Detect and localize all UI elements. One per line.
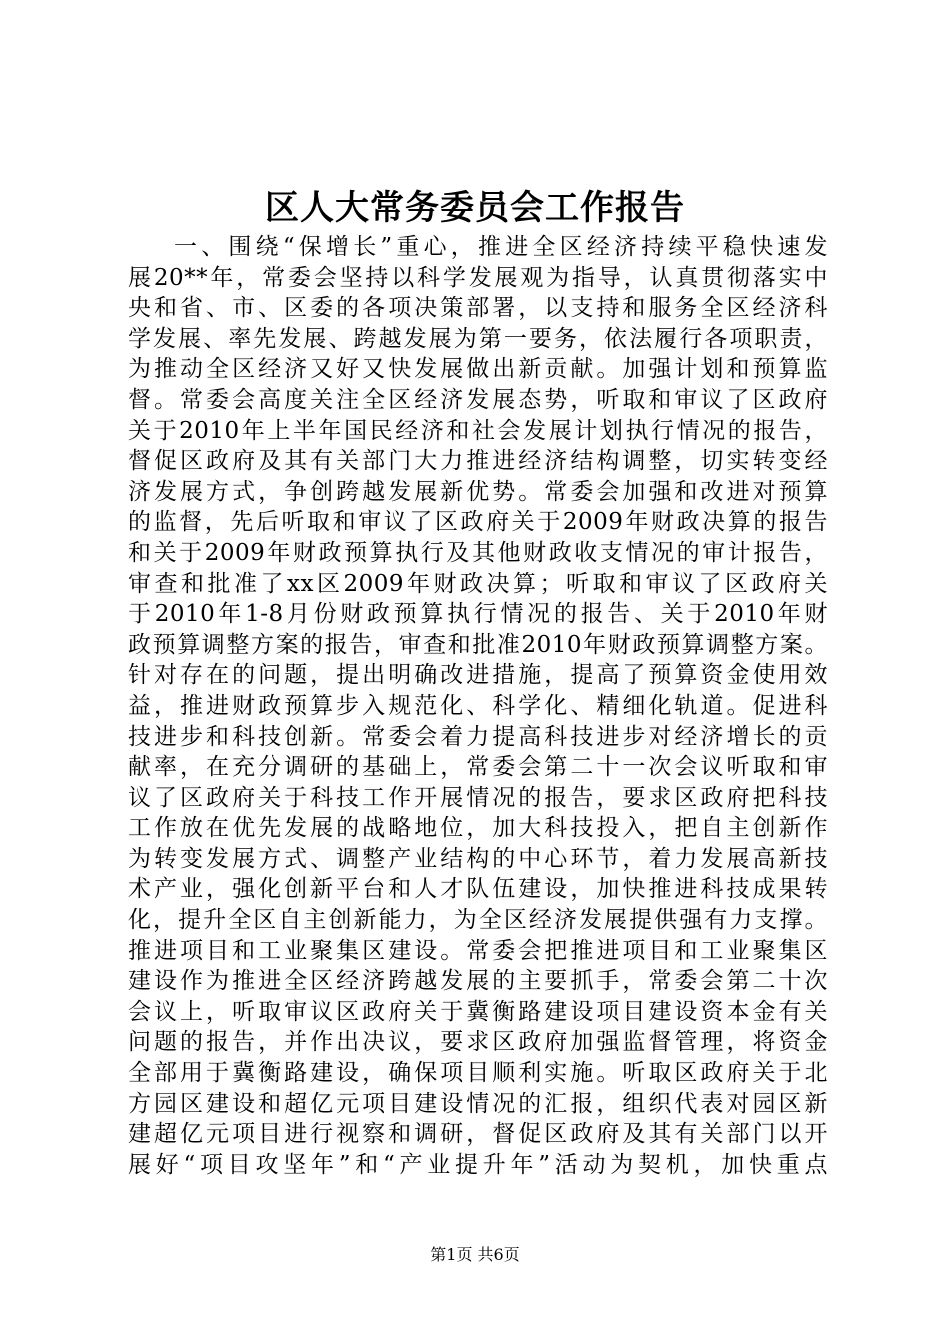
body-line: 济发展方式，争创跨越发展新优势。常委会加强和改进对预算 xyxy=(128,478,828,505)
body-line: 于2010年1-8月份财政预算执行情况的报告、关于2010年财 xyxy=(128,601,828,628)
body-line: 针对存在的问题，提出明确改进措施，提高了预算资金使用效 xyxy=(128,662,828,689)
document-title: 区人大常务委员会工作报告 xyxy=(265,188,685,228)
body-line: 为转变发展方式、调整产业结构的中心环节，着力发展高新技 xyxy=(128,845,828,872)
body-line: 议了区政府关于科技工作开展情况的报告，要求区政府把科技 xyxy=(128,784,828,811)
body-line: 的监督，先后听取和审议了区政府关于2009年财政决算的报告 xyxy=(128,509,828,536)
body-line: 关于2010年上半年国民经济和社会发展计划执行情况的报告， xyxy=(128,417,828,444)
document-body xyxy=(128,232,828,1180)
body-line: 全部用于冀衡路建设，确保项目顺利实施。听取区政府关于北 xyxy=(128,1060,828,1087)
body-line: 建设作为推进全区经济跨越发展的主要抓手，常委会第二十次 xyxy=(128,968,828,995)
body-line: 督促区政府及其有关部门大力推进经济结构调整，切实转变经 xyxy=(128,448,828,475)
body-line: 展20**年，常委会坚持以科学发展观为指导，认真贯彻落实中 xyxy=(128,264,828,291)
body-line: 术产业，强化创新平台和人才队伍建设，加快推进科技成果转 xyxy=(128,876,828,903)
body-line: 督。常委会高度关注全区经济发展态势，听取和审议了区政府 xyxy=(128,386,828,413)
body-line: 为推动全区经济又好又快发展做出新贡献。加强计划和预算监 xyxy=(128,356,828,383)
body-line: 会议上，听取审议区政府关于冀衡路建设项目建设资本金有关 xyxy=(128,998,828,1025)
body-line: 政预算调整方案的报告，审查和批准2010年财政预算调整方案。 xyxy=(128,631,828,658)
page-number-footer: 第1页 共6页 xyxy=(430,1245,520,1264)
body-line: 献率，在充分调研的基础上，常委会第二十一次会议听取和审 xyxy=(128,754,828,781)
body-line: 和关于2009年财政预算执行及其他财政收支情况的审计报告， xyxy=(128,539,828,566)
body-line: 展好“项目攻坚年”和“产业提升年”活动为契机，加快重点 xyxy=(128,1151,828,1178)
body-line: 益，推进财政预算步入规范化、科学化、精细化轨道。促进科 xyxy=(128,692,828,719)
body-line: 审查和批准了xx区2009年财政决算；听取和审议了区政府关 xyxy=(128,570,828,597)
body-line: 央和省、市、区委的各项决策部署，以支持和服务全区经济科 xyxy=(128,295,828,322)
body-line: 一、围绕“保增长”重心，推进全区经济持续平稳快速发 xyxy=(174,234,828,260)
body-line: 学发展、率先发展、跨越发展为第一要务，依法履行各项职责， xyxy=(128,325,828,352)
body-line: 方园区建设和超亿元项目建设情况的汇报，组织代表对园区新 xyxy=(128,1090,828,1117)
body-line: 化，提升全区自主创新能力，为全区经济发展提供强有力支撑。 xyxy=(128,907,828,934)
body-line: 工作放在优先发展的战略地位，加大科技投入，把自主创新作 xyxy=(128,815,828,842)
body-line: 推进项目和工业聚集区建设。常委会把推进项目和工业聚集区 xyxy=(128,937,828,964)
body-line: 建超亿元项目进行视察和调研，督促区政府及其有关部门以开 xyxy=(128,1121,828,1148)
body-line: 问题的报告，并作出决议，要求区政府加强监督管理，将资金 xyxy=(128,1029,828,1056)
body-line: 技进步和科技创新。常委会着力提高科技进步对经济增长的贡 xyxy=(128,723,828,750)
